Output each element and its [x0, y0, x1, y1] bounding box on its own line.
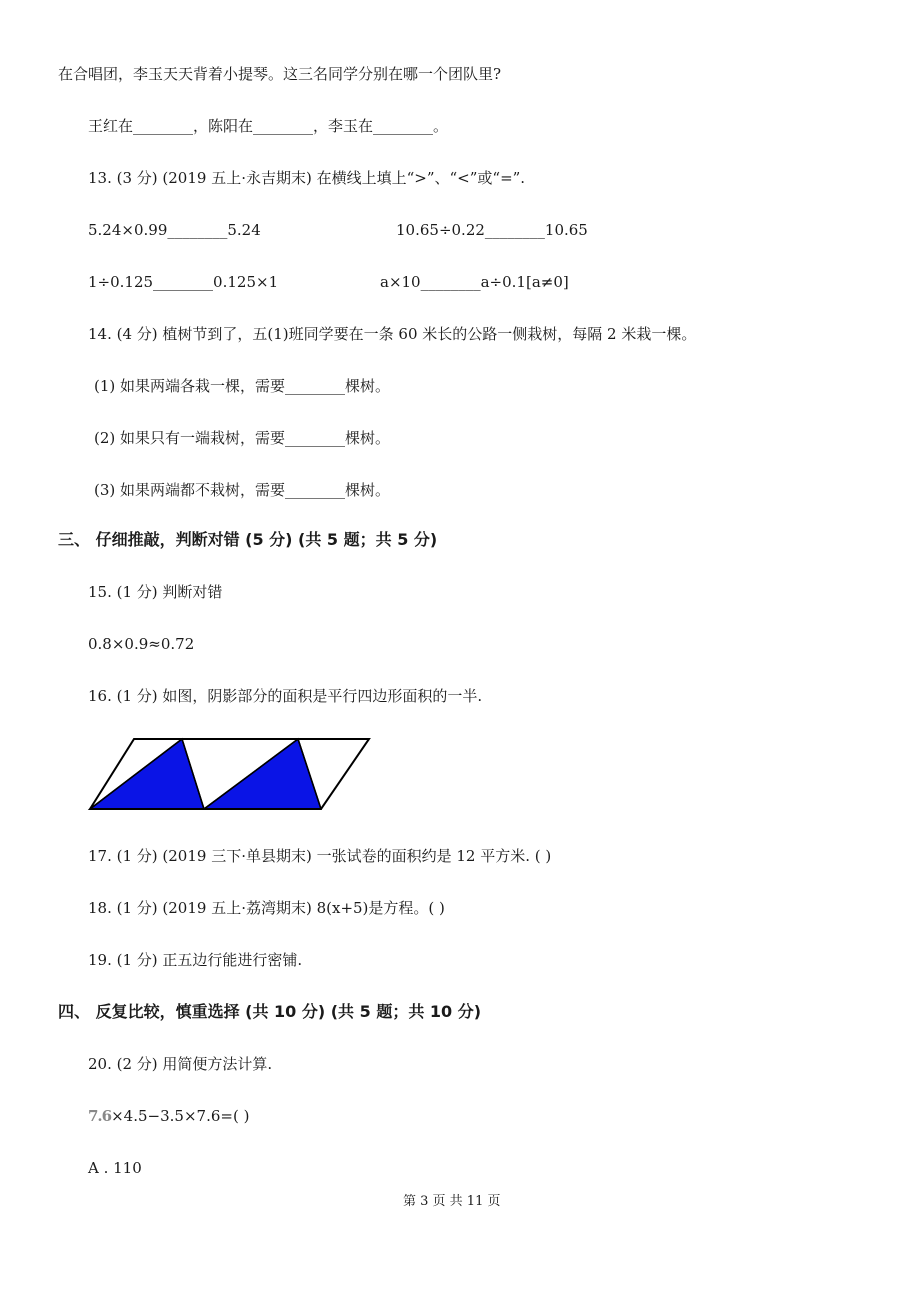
q20-expression — [88, 1106, 249, 1126]
q13-stem: 13. (3 分) (2019 五上·永吉期末) 在横线上填上“>”、“<”或“=”. — [88, 169, 526, 187]
q14-sub1: (1) 如果两端各栽一棵，需要________棵树。 — [94, 377, 391, 395]
q14-stem: 14. (4 分) 植树节到了，五(1)班同学要在一条 60 米长的公路一侧栽树，每隔 2 米栽一棵。 — [88, 325, 697, 343]
q13-row1-left: 5.24×0.99________5.24 — [88, 221, 261, 239]
q13-row2-left: 1÷0.125________0.125×1 — [88, 273, 279, 291]
q15-stem: 15. (1 分) 判断对错 — [88, 583, 223, 601]
q19-stem: 19. (1 分) 正五边行能进行密铺. — [88, 951, 303, 969]
q14-sub3: (3) 如果两端都不栽树，需要________棵树。 — [94, 481, 391, 499]
q13-row2-right: a×10________a÷0.1[a≠0] — [380, 273, 569, 291]
intro-line: 在合唱团，李玉天天背着小提琴。这三名同学分别在哪一个团队里? — [58, 65, 502, 83]
section4-heading: 四、 反复比较，慎重选择 (共 10 分) (共 5 题；共 10 分) — [58, 1002, 482, 1021]
q20-expression-lead: 7.6 — [88, 1107, 112, 1125]
q20-stem: 20. (2 分) 用简便方法计算. — [88, 1055, 273, 1073]
q20-option-a: A . 110 — [88, 1159, 142, 1177]
q20-expression-rest: ×4.5−3.5×7.6=( ) — [111, 1107, 250, 1125]
q14-sub2: (2) 如果只有一端栽树，需要________棵树。 — [94, 429, 391, 447]
q15-expression: 0.8×0.9≈0.72 — [88, 635, 195, 653]
shaded-triangle-left — [90, 739, 204, 809]
answer-line: 王红在________，陈阳在________，李玉在________。 — [88, 117, 449, 135]
q16-stem: 16. (1 分) 如图，阴影部分的面积是平行四边形面积的一半. — [88, 687, 483, 705]
section3-heading: 三、 仔细推敲，判断对错 (5 分) (共 5 题；共 5 分) — [58, 530, 438, 549]
q17-stem: 17. (1 分) (2019 三下·单县期末) 一张试卷的面积约是 12 平方米. ( ) — [88, 847, 552, 865]
parallelogram-figure — [86, 736, 376, 818]
q13-row1-right: 10.65÷0.22________10.65 — [396, 221, 588, 239]
shaded-triangle-right — [204, 739, 321, 809]
page-footer: 第 3 页 共 11 页 — [403, 1194, 501, 1209]
q18-stem: 18. (1 分) (2019 五上·荔湾期末) 8(x+5)是方程。( ) — [88, 899, 445, 917]
